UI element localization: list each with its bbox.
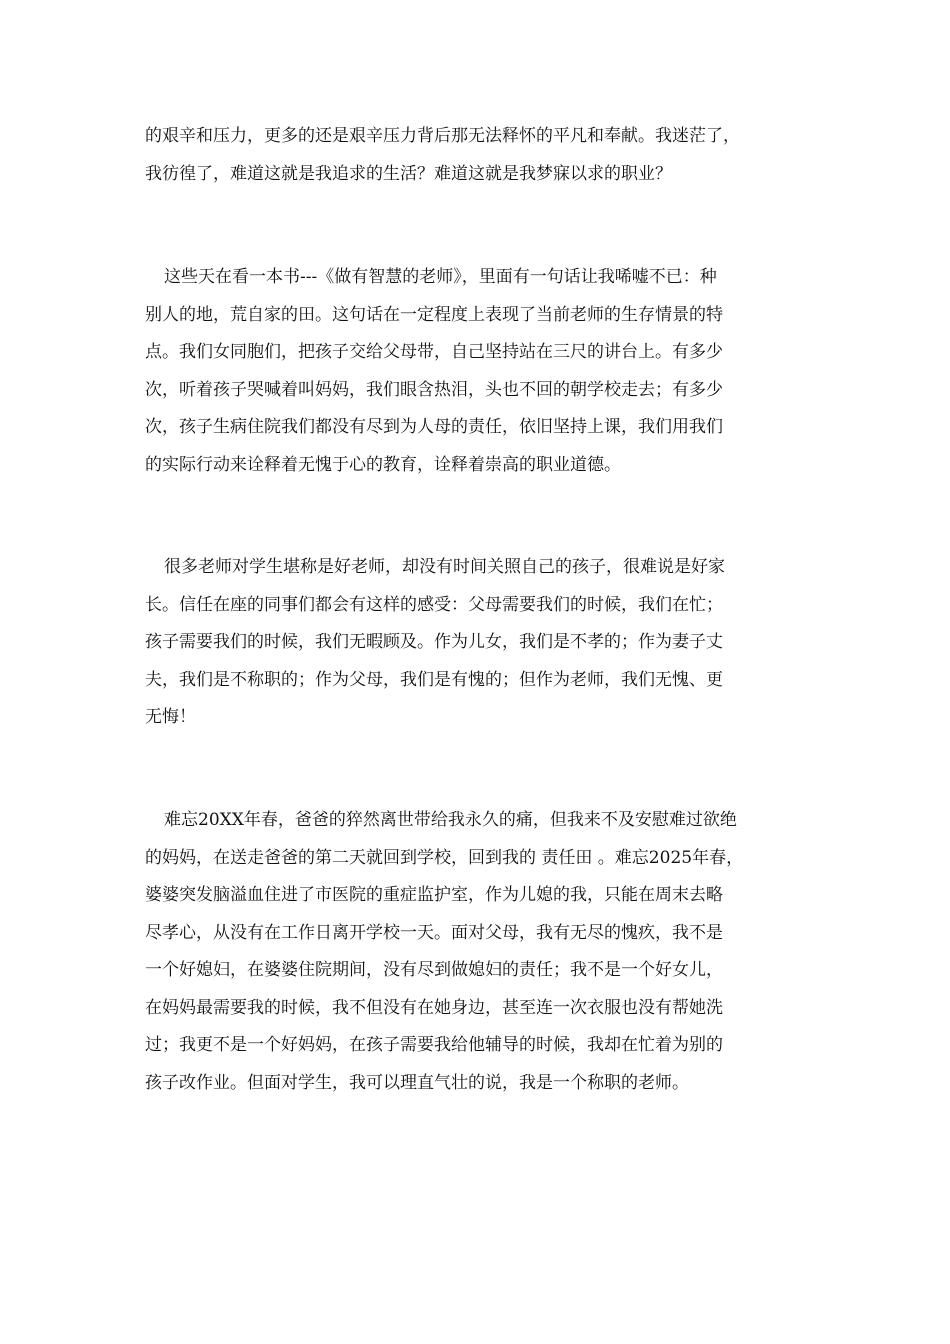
- paragraph-line: 尽孝心，从没有在工作日离开学校一天。面对父母，我有无尽的愧疚，我不是: [145, 922, 723, 943]
- paragraph-line: 孩子需要我们的时候，我们无暇顾及。作为儿女，我们是不孝的；作为妻子丈: [145, 632, 723, 652]
- paragraph-line: 过；我更不是一个好妈妈，在孩子需要我给他辅导的时候，我却在忙着为别的: [145, 1035, 723, 1055]
- paragraph-line: 一个好媳妇，在婆婆住院期间，没有尽到做媳妇的责任；我不是一个好女儿，: [145, 960, 723, 980]
- paragraph-1: [145, 118, 825, 193]
- paragraph-line: 别人的地，荒自家的田。这句话在一定程度上表现了当前老师的生存情景的特: [145, 304, 723, 325]
- paragraph-line: 很多老师对学生堪称是好老师，却没有时间关照自己的孩子，很难说是好家: [164, 557, 725, 577]
- paragraph-line: 婆婆突发脑溢血住进了市医院的重症监护室，作为儿媳的我，只能在周末去略: [145, 885, 723, 905]
- paragraph-line: 的艰辛和压力，更多的还是艰辛压力背后那无法释怀的平凡和奉献。我迷茫了，: [145, 126, 740, 146]
- paragraph-line: 长。信任在座的同事们都会有这样的感受：父母需要我们的时候，我们在忙；: [145, 594, 723, 615]
- paragraph-4: [145, 802, 825, 1102]
- paragraph-line: 点。我们女同胞们，把孩子交给父母带，自己坚持站在三尺的讲台上。有多少: [145, 342, 723, 362]
- paragraph-line: 难忘20XX年春，爸爸的猝然离世带给我永久的痛，但我来不及安慰难过欲绝: [164, 810, 737, 830]
- paragraph-line: 的实际行动来诠释着无愧于心的教育，诠释着崇高的职业道德。: [145, 454, 621, 475]
- paragraph-line: 次，孩子生病住院我们都没有尽到为人母的责任，依旧坚持上课，我们用我们: [145, 417, 723, 437]
- paragraph-line: 夫，我们是不称职的；作为父母，我们是有愧的；但作为老师，我们无愧、更: [145, 669, 723, 690]
- paragraph-line: 次，听着孩子哭喊着叫妈妈，我们眼含热泪，头也不回的朝学校走去；有多少: [145, 379, 723, 400]
- paragraph-line: 的妈妈，在送走爸爸的第二天就回到学校，回到我的 责任田 。难忘2025年春，: [145, 847, 744, 868]
- paragraph-2: [145, 259, 825, 484]
- paragraph-line: 在妈妈最需要我的时候，我不但没有在她身边，甚至连一次衣服也没有帮她洗: [145, 997, 723, 1018]
- paragraph-line: 我彷徨了，难道这就是我追求的生活？难道这就是我梦寐以求的职业？: [145, 163, 672, 184]
- paragraph-line: 无悔！: [145, 707, 196, 727]
- paragraph-line: 孩子改作业。但面对学生，我可以理直气壮的说，我是一个称职的老师。: [145, 1072, 689, 1093]
- paragraph-3: [145, 549, 825, 737]
- paragraph-line: 这些天在看一本书---《做有智慧的老师》，里面有一句话让我唏嘘不已：种: [164, 267, 717, 287]
